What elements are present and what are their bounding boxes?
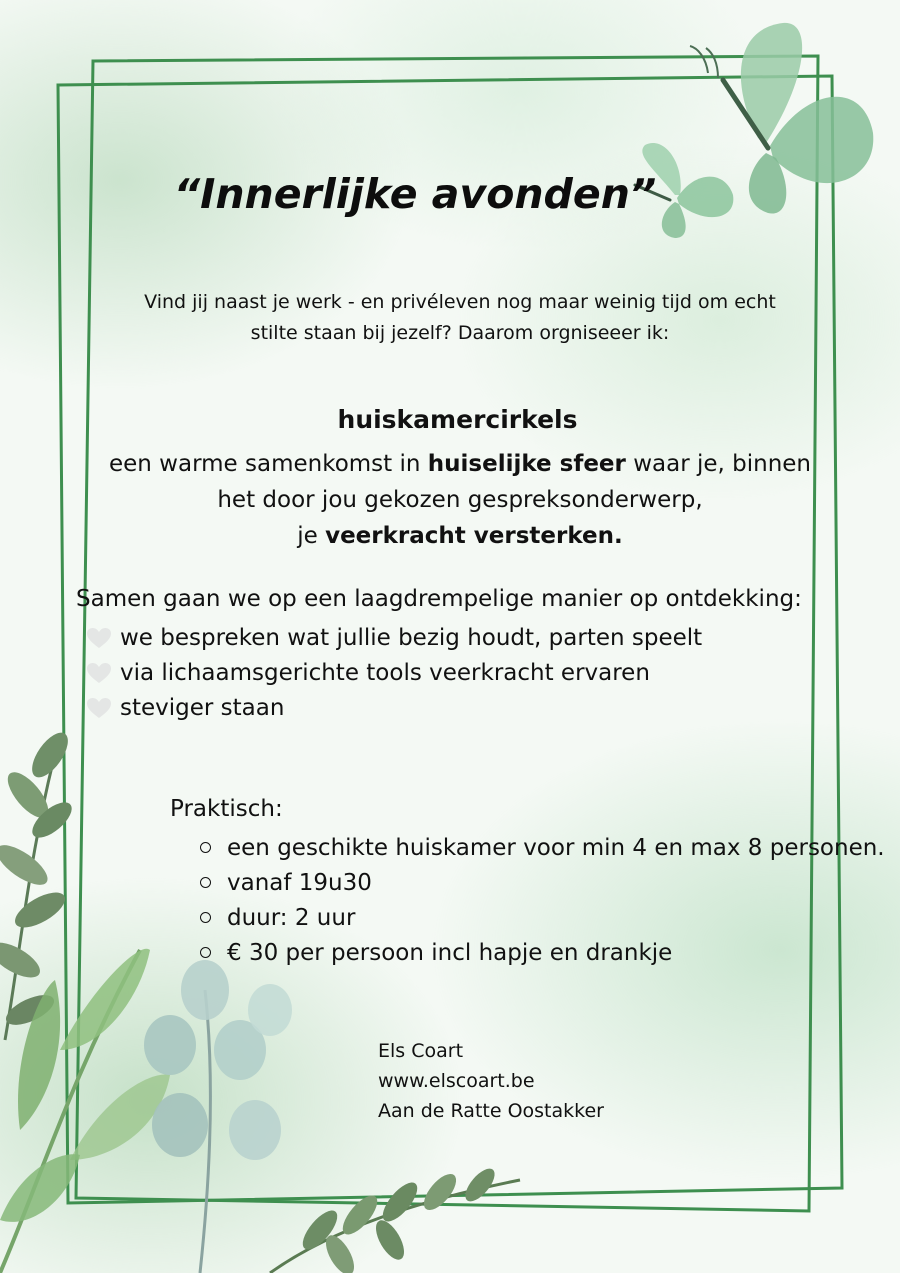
praktisch-label: Praktisch: [170,796,283,822]
circle-bullet-icon [200,842,211,853]
circle-bullet-icon [200,877,211,888]
list-item: duur: 2 uur [200,900,885,935]
emphasis-veerkracht: veerkracht versterken. [325,523,623,549]
intro-line-1: Vind jij naast je werk - en privéleven nog maar weinig tijd om echt [144,291,776,313]
circle-bullet-icon [200,947,211,958]
contact-block [378,1036,604,1126]
heart-list [86,620,702,725]
page-title: “Innerlijke avonden” [173,170,657,218]
contact-name: Els Coart [378,1040,464,1062]
circle-bullet-icon [200,912,211,923]
heart-icon [86,697,112,719]
list-item: we bespreken wat jullie bezig houdt, parten speelt [86,620,702,655]
contact-address: Aan de Ratte Oostakker [378,1100,604,1122]
heart-icon [86,662,112,684]
list-item: een geschikte huiskamer voor min 4 en max 8 personen. [200,830,885,865]
description-line-1: een warme samenkomst in huiselijke sfeer waar je, binnen [108,451,812,477]
heart-icon [86,627,112,649]
emphasis-sfeer: huiselijke sfeer [427,451,626,477]
intro-text [95,287,825,349]
section-heading: huiskamercirkels [337,405,578,434]
list-item: via lichaamsgerichte tools veerkracht ervaren [86,655,702,690]
description-line-2: het door jou gekozen gespreksonderwerp, [217,487,703,513]
contact-website: www.elscoart.be [378,1070,535,1092]
description [80,446,840,554]
praktisch-list [200,830,885,970]
samen-text: Samen gaan we op een laagdrempelige manier op ontdekking: [76,586,802,612]
list-item: vanaf 19u30 [200,865,885,900]
list-item: € 30 per persoon incl hapje en drankje [200,935,885,970]
description-line-3: je veerkracht versterken. [297,523,623,549]
list-item: steviger staan [86,690,702,725]
intro-line-2: stilte staan bij jezelf? Daarom orgniseeer ik: [250,322,670,344]
